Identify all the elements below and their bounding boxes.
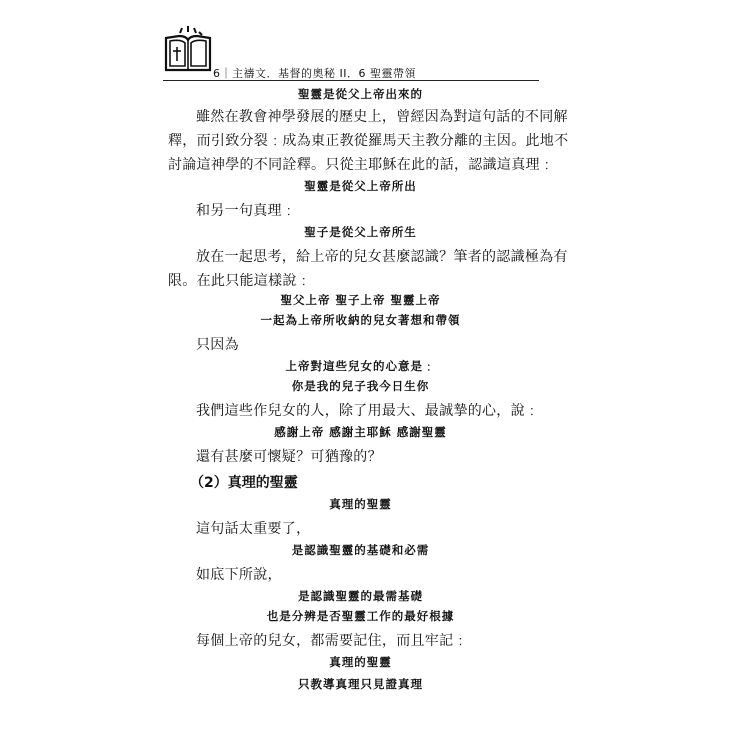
emphasis-line: 聖父上帝 聖子上帝 聖靈上帝 (280, 293, 441, 307)
paragraph-line: 限。在此只能這樣說﹕ (168, 273, 311, 289)
emphasis-line: 一起為上帝所收納的兒女著想和帶領 (260, 313, 461, 327)
emphasis-line: 聖子是從父上帝所生 (304, 225, 417, 239)
emphasis-line: 是認識聖靈的最需基礎 (298, 589, 423, 603)
paragraph-line: 還有甚麼可懷疑？可猶豫的？ (196, 449, 382, 465)
paragraph-line: 討論這神學的不同詮釋。只從主耶穌在此的話，認識這真理﹕ (168, 157, 555, 173)
emphasis-line: 真理的聖靈 (329, 497, 392, 511)
paragraph-line: 這句話太重要了， (196, 521, 311, 537)
paragraph-line: 每個上帝的兒女，都需要記住，而且牢記﹕ (196, 633, 468, 649)
running-title: 6｜主禱文．基督的奧秘 II．6 聖靈帶領 (213, 67, 416, 80)
emphasis-line: 聖靈是從父上帝出來的 (298, 87, 423, 101)
open-book-cross-icon (163, 24, 213, 76)
paragraph-line: 我們這些作兒女的人，除了用最大、最誠摯的心，說﹕ (196, 403, 540, 419)
header-rule (163, 80, 539, 81)
paragraph-line: 雖然在教會神學發展的歷史上，曾經因為對這句話的不同解 (196, 109, 568, 125)
emphasis-line: 聖靈是從父上帝所出 (304, 179, 417, 193)
emphasis-line: 只教導真理只見證真理 (298, 677, 423, 691)
emphasis-line: 也是分辨是否聖靈工作的最好根據 (266, 609, 455, 623)
paragraph-line: 只因為 (196, 337, 239, 353)
paragraph-line: 釋，而引致分裂﹕成為東正教從羅馬天主教分離的主因。此地不 (168, 133, 569, 149)
paragraph-line: 放在一起思考，給上帝的兒女甚麼認識？筆者的認識極為有 (196, 249, 568, 265)
paragraph-line: 如底下所說， (196, 567, 282, 583)
paragraph-line: 和另一句真理﹕ (196, 203, 297, 219)
emphasis-line: 你是我的兒子我今日生你 (291, 379, 430, 393)
section-heading: （2）真理的聖靈 (190, 475, 298, 491)
emphasis-line: 真理的聖靈 (329, 655, 392, 669)
page-header (163, 24, 543, 84)
emphasis-line: 是認識聖靈的基礎和必需 (291, 543, 430, 557)
emphasis-line: 感謝上帝 感謝主耶穌 感謝聖靈 (274, 425, 447, 439)
emphasis-line: 上帝對這些兒女的心意是﹕ (285, 359, 436, 373)
